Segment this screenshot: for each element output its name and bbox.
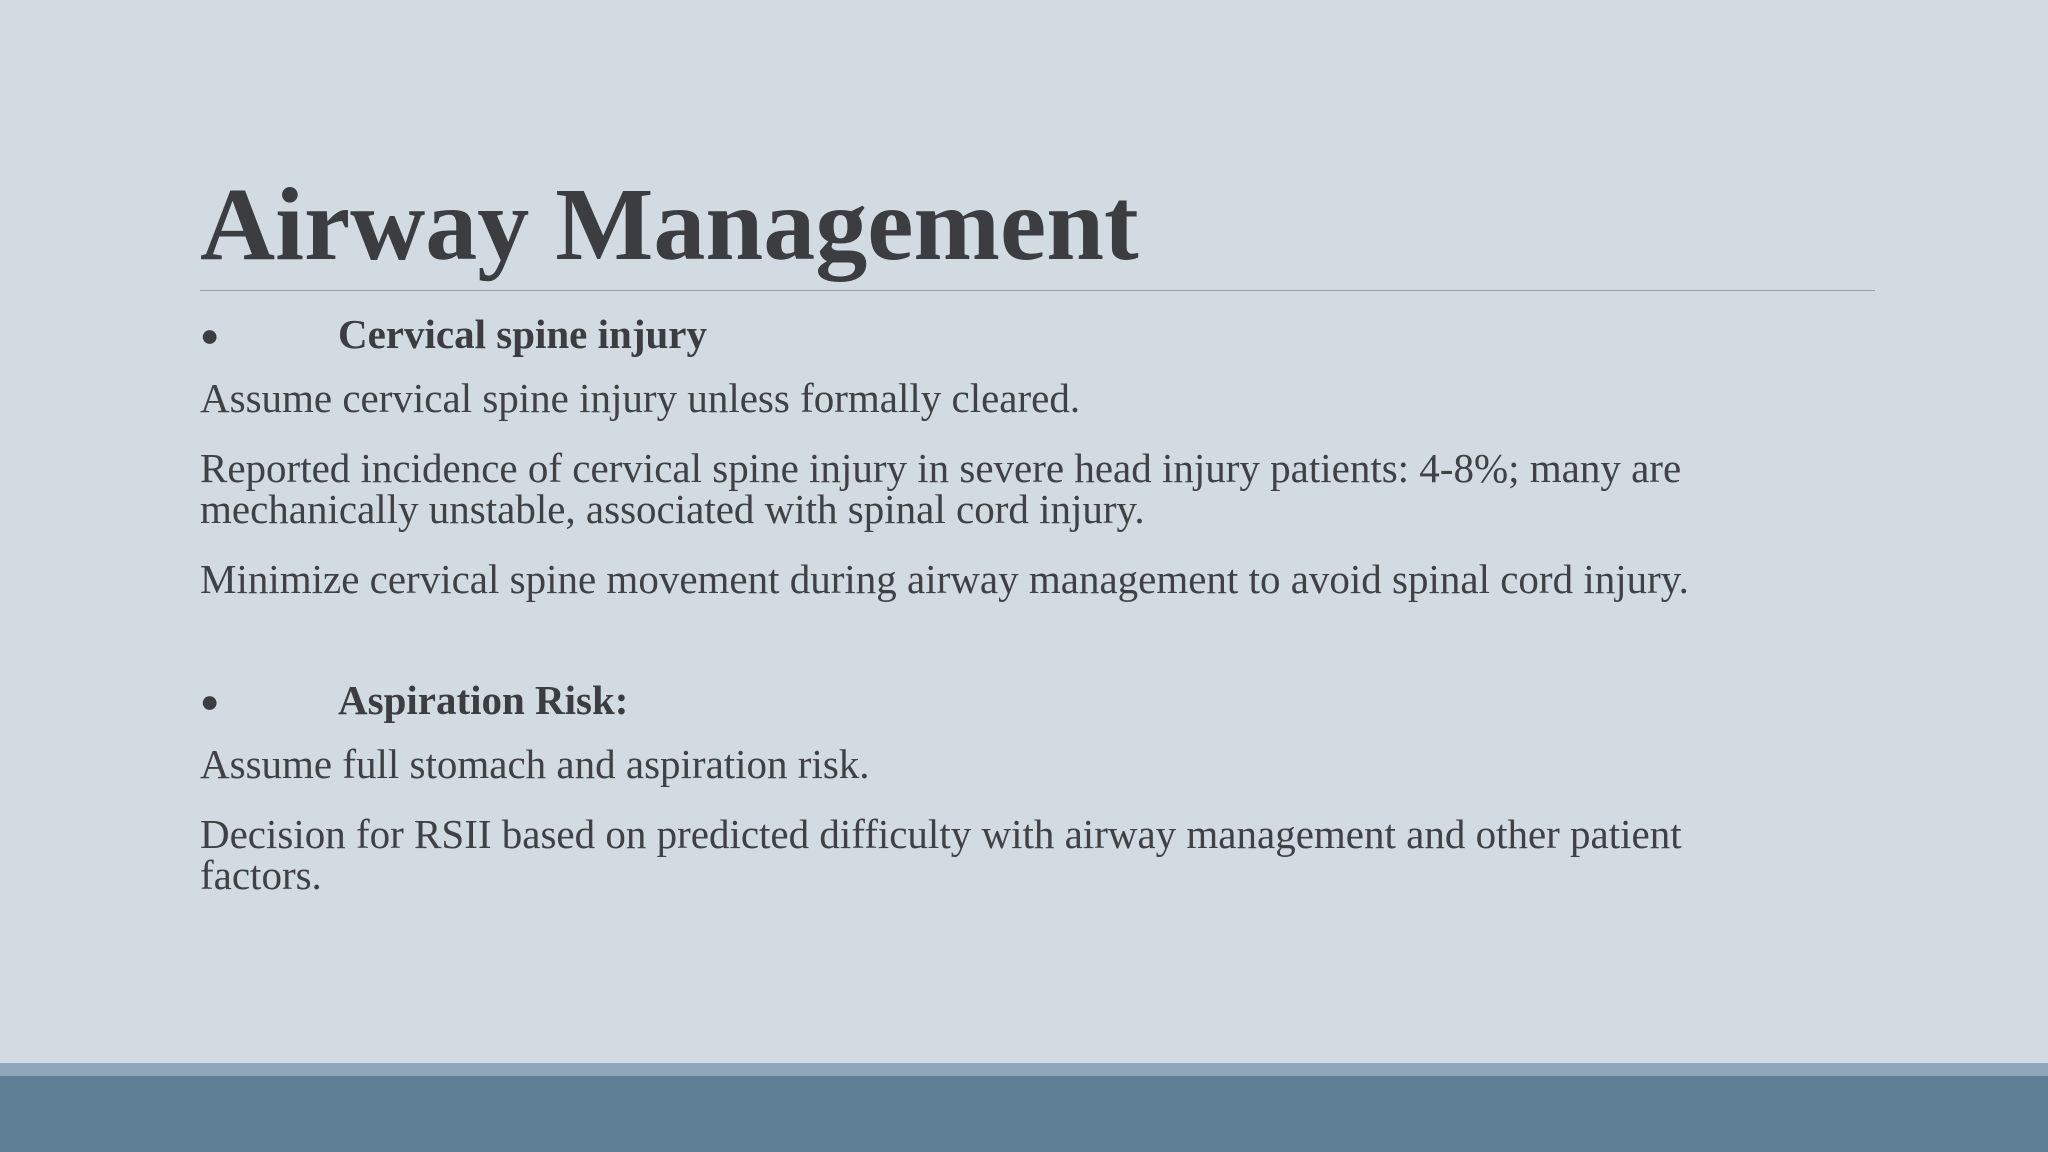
footer-accent-band bbox=[0, 1063, 2048, 1076]
paragraph-line: factors. bbox=[200, 852, 322, 898]
title-divider bbox=[200, 290, 1875, 291]
paragraph: Assume full stomach and aspiration risk. bbox=[200, 741, 870, 787]
bullet-icon: ● bbox=[200, 683, 220, 719]
bullet-heading-text: Aspiration Risk: bbox=[338, 677, 629, 724]
paragraph-line: mechanically unstable, associated with spinal cord injury. bbox=[200, 486, 1145, 532]
bullet-heading-text: Cervical spine injury bbox=[338, 311, 707, 358]
bullet-heading bbox=[200, 672, 1800, 730]
section-cervical-spine bbox=[200, 306, 1800, 600]
footer-band bbox=[0, 1076, 2048, 1152]
paragraph-line: Reported incidence of cervical spine injury in severe head injury patients: 4-8%; many are bbox=[200, 445, 1682, 491]
slide-title: Airway Management bbox=[200, 167, 1139, 282]
paragraph: Minimize cervical spine movement during airway management to avoid spinal cord injury. bbox=[200, 556, 1689, 602]
paragraph: Assume cervical spine injury unless formally cleared. bbox=[200, 375, 1081, 421]
section-aspiration-risk bbox=[200, 672, 1800, 896]
slide-body bbox=[200, 306, 1800, 896]
bullet-icon: ● bbox=[200, 317, 220, 353]
bullet-heading bbox=[200, 306, 1800, 364]
paragraph-line: Decision for RSII based on predicted difficulty with airway management and other patient bbox=[200, 811, 1682, 857]
